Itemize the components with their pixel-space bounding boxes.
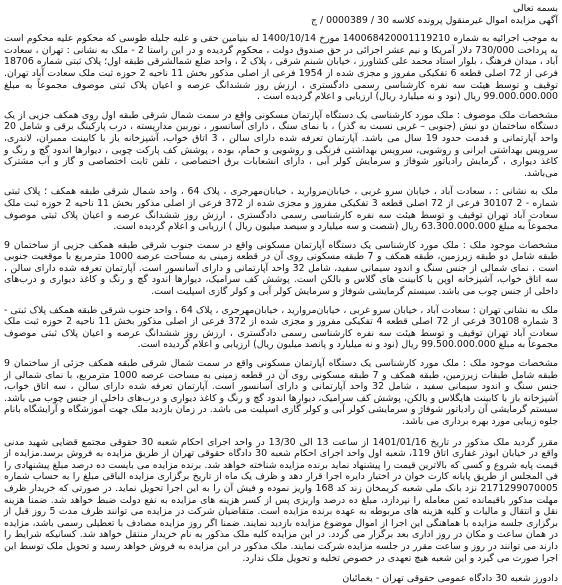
property-3-specs: مشخصات موجود ملک : ملک مورد کارشناسی یک دستگاه آپارتمان مسکونی واقع در سمت شمال شرقی طبقه همکف جزئی از ساختمان 9 طبقه شامل طبقات زیرزمین، طبقه همکف و 7 طبقه مسکونی روی آن در قطعه زمینی به مساحت عرصه 1000 مترمربع، با نمای شمالی از جنس سنگ و اندود سیمانی سفید ، شامل 32 واحد آپارتمانی و دارای آسانسور است. آپارتمان تعرفه شده دارای سالن ، سه اتاق خواب، آشپزخانه باز با کابینت هایگلاس و بالکن، پوشش کف سرامیک، دیوارها اندود گچ و رنگ و کاغذ دیواری و درب‌های داخلی از جنس چوب می باشد. سیستم گرمایشی آن رادیاتور شوفاژ و سرمایشی کولر آبی و کولر گازی اسپلیت می باشد. در زمان بازدید ملک جهت آموزشگاه و آرایشگاه بانام جلوه زیبایی مورد بهره برداری می باشد. [4,358,558,427]
property-3-address: ملک به نشانی تهران : سعادت آباد ، خیابان سرو غربی ، خیابان‌مروارید ، خیابان‌مهرجری ، پلاک 64 ، واحد جنوب شرقی طبقه همکف پلاک ثبتی - 3 شماره 30108 فرعی از 72 اصلی قطعه 4 تفکیکی مفروز و مجزی شده از 372 فرعی از اصلی مذکور بخش 11 ناحیه 2 حوزه ثبت ملک سعادت آباد تهران توقیف و توسط هیئت سه نفره کارشناسی رسمی دادگستری ، ارزش روز ششدانگ عرصه و اعیان پلاک ثبتی موصوف مجموعاً به مبلغ 99.500.000.000 ریال (نود و نه میلیارد و پانصد میلیون ریال) ارزیابی و اعلام گردیده است. [4,304,559,351]
footer-office: دادورز شعبه 30 دادگاه عمومی حقوقی تهران - یغمائیان [342,573,558,585]
notice-title: آگهی مزایده اموال غیرمنقول پرونده کلاسه 30 / 0000389 / ج [310,14,558,26]
property-2-specs: مشخصات موجود ملک : ملک مورد کارشناسی یک دستگاه آپارتمان مسکونی واقع در سمت جنوب شرقی طبقه همکف جزیی از ساختمان 9 طبقه شامل دو طبقه زیرزمین، طبقه همکف و 7 طبقه مسکونی روی آن در قطعه زمینی به مساحت عرصه 1000 مترمربع با موقعیت جنوبی است . نمای شمالی از جنس سنگ و اندود سیمانی سفید، شامل 32 واحد آپارتمانی و دارای آسانسور است. آپارتمان تعرفه شده دارای سالن ، سه اتاق خواب، آشپزخانه اوپن با کابینت های گلاس و بالکن است. پوشش کف سرامیک، دیوارها اندود گچ و رنگ و کاغذ دیواری و درب‌های داخلی از جنس چوب می باشد. سیستم گرمایشی شوفاژ و سرمایش کولر آبی و کولر گازی اسپلیت است. [4,239,558,298]
header-label: بسمه تعالی [512,3,558,14]
property-1-specs: مشخصات ملک موصوف : ملک مورد کارشناسی یک دستگاه آپارتمان مسکونی واقع در سمت شمال شرقی طبقه اول روی همکف جزیی از یک دستگاه ساختمان دو نبش (جنوبی – غربی نسبت به گذر) ، با نمای سنگ ، دارای آسانسور ، نوربین مدارپسته ، درب پارکینگ برقی و شامل 20 واحد آپارتمانی و قدمت حدود 19 سال می باشد. آپارتمان تعرفه شده دارای سالن ، 3 اتاق خواب، آشپزخانه باز با کابینت ممبران، لاندری، سرویس بهداشتی ایرانی و روشویی، سرویس بهداشتی فرنگی و روشویی و حمام، بوده ، پوشش کف پارکت چوبی ، دیوارها اندود گچ و رنگ و کاغذ دیواری ، گرمایش رادیاتور شوفاژ و سرمایش کولر آبی ، دارای انشعابات برق اختصاصی ، تلفن ثابت اختصاصی و گاز و آب مشترک می‌باشد. [4,109,558,179]
auction-conditions: مقرر گردید ملک مذکور در تاریخ 1401/01/16 از ساعت 13 الی 13/30 در واحد اجرای احکام شعبه 30 حقوقی مجتمع قضایی شهید مدنی واقع در خیابان ابوذر غفاری اتاق 119، شعبه اول واحد اجرای احکام شعبه 30 دادگاه حقوقی تهران از طریق مزایده به فروش برسد.مزایده از قیمت پایه شروع و کسی که بالاترین قیمت را پیشنهاد نماید برنده مزایده شناخته خواهد شد. برنده مزایده می بایست ده درصد مبلغ پیشنهادی را فی المجلس از طریق پایانه کارت خوان در اختیار دایره اجرا قرار دهد و ظرف یک ماه از تاریخ برگزاری مزایده الباقی مبلغ را به حساب شماره 2171299070005 نزد بانک ملی شعبه کریمخان زند کد 168 واریز نموده و فیش آن را به این اجرا تحویل نماید. در صورتی که خریدار ظرف مهلت مذکور باقیمانده ثمن معامله را نپردازد، مبلغ ده درصد واریزی پس از کسر هزینه های مزایده به نفع دولت ضبط خواهد شد. ضمنا هزینه نقل و انتقال و مالیات و کلیه هزینه های مربوطه به عهده برنده مزایده است. متقاضیان شرکت در مزایده می توانند ظرف مدت 5 روز قبل از برگزاری جلسه مزایده با هماهنگی این اجرا از اموال موضوع مزایده بازدید نمایند. ضمنا اگر روز مزایده مصادف با تعطیلی رسمی باشد، مزایده در همان ساعت و مکان در روز اداری بعد برگزار می گردد. در این مزایده کلیه ملک مذکور به نام خریدار منتقل خواهد شد. کسانیکه شرایط را دارند می توانند در روز و ساعت مقرر در جلسه مزایده شرکت نمایند. ملک مذکور در این مزایده به فروش خواهد رسید و تحویل ملک توسط این اجرا صورت می گیرد و این شعبه هیچ تعهدی در خصوص تخلیه و تحویل ملک ندارد. [4,436,558,564]
intro-paragraph: به موجب اجرائیه به شماره 140068420001119210 مورخ 1400/10/14 له بنیامین حقی و علیه جلیله طوسی که محکوم علیه محکوم است به پرداخت 730/000 دلار آمریکا و نیم عشر اجرائی در حق صندوق دولت ، محکوم گردیده و در این راستا 2 - ملک به نشانی : تهران ، سعادت آباد ، میدان فرهنگ ، بلوار استاد محمد علی کشاورز ، خیابان شبنم شرقی ، پلاک 2 ، واحد ضلع شمالشرقی طبقه اول؛ پلاک ثبتی شماره 18706 فرعی از 72 اصلی قطعه 6 تفکیکی مفروز و مجزی شده از 1954 فرعی از اصلی مذکور بخش 11 ناحیه 2 حوزه ثبت ملک سعادت آباد تهران. توقیف و توسط هیئت سه نفره کارشناسی رسمی دادگستری ، ارزش روز ششدانگ عرصه و اعیان پلاک ثبتی موصوف مجموعاً به مبلغ 99.000.000.000 ریال (نود و نه میلیارد ریال) ارزیابی و اعلام گردیده است . [4,33,559,103]
property-2-address: ملک به نشانی : ، سعادت آباد ، خیابان سرو غربی ، خیابان‌مروارید ، خیابان‌مهرجری ، پلاک 64 ، واحد شمال شرقی طبقه همکف ؛ پلاک ثبتی شماره - 2 30107 فرعی از 72 اصلی قطعه 3 تفکیکی مفروز و مجزی شده از 372 فرعی از اصلی مذکور بخش 11 ناحیه 2 حوزه ثبت ملک سعادت آباد تهران توقیف و توسط هیئت سه نفره کارشناسی رسمی دادگستری ، ارزش روز ششدانگ عرصه و اعیان پلاک ثبتی موصوف مجموعاً به مبلغ 63.300.000.000 ریال (شصت و سه میلیارد و سیصد میلیون ریال ) ارزیابی و اعلام گردیده است. [4,186,558,233]
